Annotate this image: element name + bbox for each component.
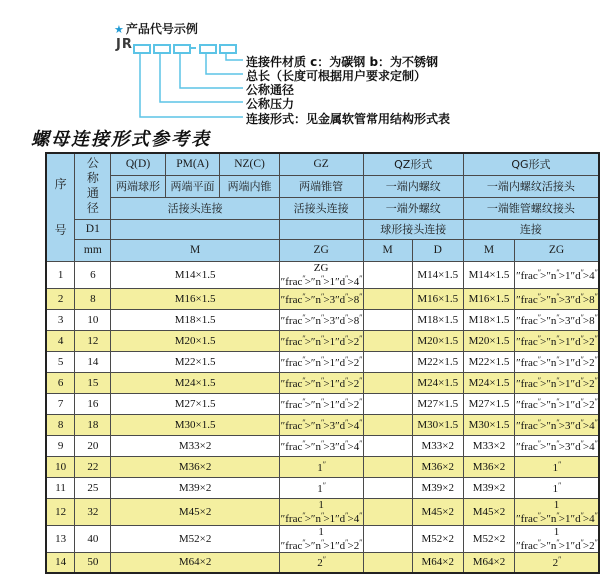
cell-qz_m: [363, 330, 412, 351]
cell-qz_m: [363, 372, 412, 393]
header-qz-form: QZ形式: [363, 153, 463, 175]
cell-qg_m: M18×1.5: [463, 309, 514, 330]
cell-m: M30×1.5: [111, 414, 279, 435]
cell-mm: 50: [75, 552, 111, 573]
table-title: 螺母连接形式参考表: [31, 129, 211, 150]
cell-qz_d: M14×1.5: [412, 261, 463, 288]
cell-qz_m: [363, 288, 412, 309]
cell-gz: ″frac″>″n″>3″d″>8″: [279, 288, 363, 309]
cell-mm: 14: [75, 351, 111, 372]
cell-mm: 22: [75, 456, 111, 477]
cell-qg_zg: ″frac″>″n″>3″d″>8″: [515, 288, 599, 309]
header-union-joint: 活接头连接: [111, 197, 279, 219]
cell-mm: 18: [75, 414, 111, 435]
cell-qg_zg: 1″: [515, 456, 599, 477]
cell-gz: ″frac″>″n″>1″d″>2″: [279, 393, 363, 414]
cell-m: M20×1.5: [111, 330, 279, 351]
header-qz-d: D: [412, 239, 463, 261]
header-zg: ZG: [279, 239, 363, 261]
cell-qg_zg: ″frac″>″n″>3″d″>4″: [515, 414, 599, 435]
header-pm-sub: 两端平面: [165, 175, 220, 197]
cell-m: M64×2: [111, 552, 279, 573]
cell-no: 12: [46, 498, 75, 525]
table-row: [46, 372, 599, 393]
header-qg-sub3: 连接: [463, 219, 599, 239]
cell-gz: 1″: [279, 456, 363, 477]
cell-gz: ZG ″frac″>″n″>1″d″>4″: [280, 261, 362, 288]
cell-m: M22×1.5: [111, 351, 279, 372]
cell-mm: 8: [75, 288, 111, 309]
header-qz-sub2: 一端外螺纹: [363, 197, 463, 219]
cell-no: 4: [46, 330, 75, 351]
cell-no: 2: [46, 288, 75, 309]
cell-mm: 25: [75, 477, 111, 498]
cell-mm: 16: [75, 393, 111, 414]
cell-qg_m: M22×1.5: [463, 351, 514, 372]
cell-qg_zg: 1″: [515, 477, 599, 498]
cell-qg_zg: ″frac″>″n″>1″d″>2″: [515, 351, 599, 372]
cell-no: 10: [46, 456, 75, 477]
cell-qg_m: M36×2: [463, 456, 514, 477]
cell-mm: 32: [75, 498, 111, 525]
diagram-heading-text: 产品代号示例: [125, 22, 198, 36]
header-qg-m: M: [463, 239, 514, 261]
cell-m: M18×1.5: [111, 309, 279, 330]
table-row: [46, 330, 599, 351]
cell-qg_zg: 1 ″frac″>″n″>1″d″>2″: [515, 525, 599, 552]
table-row: [46, 498, 599, 525]
table-row: [46, 414, 599, 435]
header-seq-no: 序号: [46, 153, 75, 261]
cell-qg_m: M30×1.5: [463, 414, 514, 435]
cell-gz: 2″: [279, 552, 363, 573]
cell-qg_zg: ″frac″>″n″>1″d″>2″: [515, 372, 599, 393]
cell-gz: ″frac″>″n″>3″d″>8″: [279, 309, 363, 330]
cell-m: M39×2: [111, 477, 279, 498]
cell-qg_m: M27×1.5: [463, 393, 514, 414]
header-gz: GZ: [279, 153, 363, 175]
cell-qg_m: M45×2: [463, 498, 514, 525]
cell-qz_m: [363, 525, 412, 552]
cell-no: 6: [46, 372, 75, 393]
cell-qg_m: M52×2: [463, 525, 514, 552]
nut-connection-reference-table: [45, 152, 600, 574]
header-qg-sub1: 一端内螺纹活接头: [463, 175, 599, 197]
cell-no: 5: [46, 351, 75, 372]
cell-m: M45×2: [111, 498, 279, 525]
cell-no: 7: [46, 393, 75, 414]
cell-qz_d: M20×1.5: [412, 330, 463, 351]
table-row: [46, 477, 599, 498]
header-nz: NZ(C): [220, 153, 279, 175]
cell-mm: 10: [75, 309, 111, 330]
cell-m: M14×1.5: [111, 261, 279, 288]
cell-qz_m: [363, 414, 412, 435]
cell-qg_zg: ″frac″>″n″>1″d″>2″: [515, 330, 599, 351]
table-row: [46, 435, 599, 456]
cell-no: 8: [46, 414, 75, 435]
header-nz-sub: 两端内锥: [220, 175, 279, 197]
cell-gz: ″frac″>″n″>3″d″>4″: [279, 414, 363, 435]
cell-mm: 6: [75, 261, 111, 288]
header-empty-left: [111, 219, 279, 239]
cell-qz_d: M39×2: [412, 477, 463, 498]
cell-no: 1: [46, 261, 75, 288]
label-total-length: 总长（长度可根据用户要求定制）: [246, 69, 427, 83]
cell-no: 13: [46, 525, 75, 552]
table-row: [46, 351, 599, 372]
cell-qg_zg: ″frac″>″n″>1″d″>2″: [515, 393, 599, 414]
cell-qz_m: [363, 309, 412, 330]
cell-no: 14: [46, 552, 75, 573]
cell-qg_m: M14×1.5: [463, 261, 514, 288]
cell-gz: ″frac″>″n″>1″d″>2″: [279, 372, 363, 393]
cell-no: 3: [46, 309, 75, 330]
star-icon: ★: [114, 23, 124, 36]
header-empty-gz: [279, 219, 363, 239]
cell-m: M24×1.5: [111, 372, 279, 393]
label-connection-form: 连接形式：见金属软管常用结构形式表: [246, 112, 451, 126]
cell-qg_zg: ″frac″>″n″>3″d″>4″: [515, 435, 599, 456]
cell-qz_d: M24×1.5: [412, 372, 463, 393]
cell-mm: 20: [75, 435, 111, 456]
label-nominal-diameter: 公称通径: [246, 83, 295, 97]
cell-qz_d: M64×2: [412, 552, 463, 573]
cell-mm: 15: [75, 372, 111, 393]
header-gz-sub: 两端锥管: [279, 175, 363, 197]
cell-qz_m: [363, 552, 412, 573]
table-row: [46, 525, 599, 552]
cell-qg_m: M24×1.5: [463, 372, 514, 393]
cell-qg_zg: 2″: [515, 552, 599, 573]
cell-qz_m: [363, 351, 412, 372]
header-qg-sub2: 一端锥管螺纹接头: [463, 197, 599, 219]
table-row: [46, 261, 599, 288]
table-row: [46, 288, 599, 309]
header-qg-zg: ZG: [515, 239, 599, 261]
cell-qz_d: M30×1.5: [412, 414, 463, 435]
table-row: [46, 393, 599, 414]
header-gz-joint: 活接头连接: [279, 197, 363, 219]
header-pm: PM(A): [165, 153, 220, 175]
cell-gz: 1″: [279, 477, 363, 498]
cell-mm: 40: [75, 525, 111, 552]
cell-qg_m: M20×1.5: [463, 330, 514, 351]
header-m: M: [111, 239, 279, 261]
header-d1: D1: [75, 219, 111, 239]
cell-gz: ″frac″>″n″>1″d″>2″: [279, 330, 363, 351]
cell-qg_m: M64×2: [463, 552, 514, 573]
header-nominal-diameter: 公称通径: [75, 153, 111, 219]
cell-m: M52×2: [111, 525, 279, 552]
header-qg-form: QG形式: [463, 153, 599, 175]
cell-qz_d: M22×1.5: [412, 351, 463, 372]
cell-qz_d: M52×2: [412, 525, 463, 552]
cell-m: M27×1.5: [111, 393, 279, 414]
table-row: [46, 309, 599, 330]
label-material: 连接件材质 c：为碳钢 b：为不锈钢: [246, 55, 439, 69]
cell-qz_m: [363, 477, 412, 498]
cell-gz: 1 ″frac″>″n″>1″d″>4″: [280, 498, 362, 525]
cell-m: M33×2: [111, 435, 279, 456]
cell-qg_m: M33×2: [463, 435, 514, 456]
cell-m: M16×1.5: [111, 288, 279, 309]
cell-qg_zg: 1 ″frac″>″n″>1″d″>4″: [515, 498, 599, 525]
product-code-prefix: JR: [116, 37, 133, 52]
cell-no: 11: [46, 477, 75, 498]
header-q-sub: 两端球形: [111, 175, 165, 197]
cell-qg_m: M39×2: [463, 477, 514, 498]
cell-qz_m: [363, 456, 412, 477]
cell-qz_m: [363, 261, 412, 288]
cell-qz_d: M27×1.5: [412, 393, 463, 414]
cell-qz_m: [363, 393, 412, 414]
header-qz-m: M: [363, 239, 412, 261]
header-qz-sub3: 球形接头连接: [363, 219, 463, 239]
table-row: [46, 552, 599, 573]
cell-qz_m: [363, 498, 412, 525]
cell-qz_d: M36×2: [412, 456, 463, 477]
cell-qg_m: M16×1.5: [463, 288, 514, 309]
cell-qz_m: [363, 435, 412, 456]
cell-qg_zg: ″frac″>″n″>3″d″>8″: [515, 309, 599, 330]
table-row: [46, 456, 599, 477]
cell-qz_d: M33×2: [412, 435, 463, 456]
cell-no: 9: [46, 435, 75, 456]
cell-gz: 1 ″frac″>″n″>1″d″>2″: [280, 525, 362, 552]
cell-gz: ″frac″>″n″>3″d″>4″: [279, 435, 363, 456]
label-nominal-pressure: 公称压力: [246, 97, 295, 111]
header-qz-sub1: 一端内螺纹: [363, 175, 463, 197]
cell-m: M36×2: [111, 456, 279, 477]
header-q: Q(D): [111, 153, 165, 175]
cell-qz_d: M45×2: [412, 498, 463, 525]
cell-qz_d: M18×1.5: [412, 309, 463, 330]
cell-mm: 12: [75, 330, 111, 351]
cell-gz: ″frac″>″n″>1″d″>2″: [279, 351, 363, 372]
cell-qg_zg: ″frac″>″n″>1″d″>4″: [515, 261, 599, 288]
cell-qz_d: M16×1.5: [412, 288, 463, 309]
header-mm: mm: [75, 239, 111, 261]
